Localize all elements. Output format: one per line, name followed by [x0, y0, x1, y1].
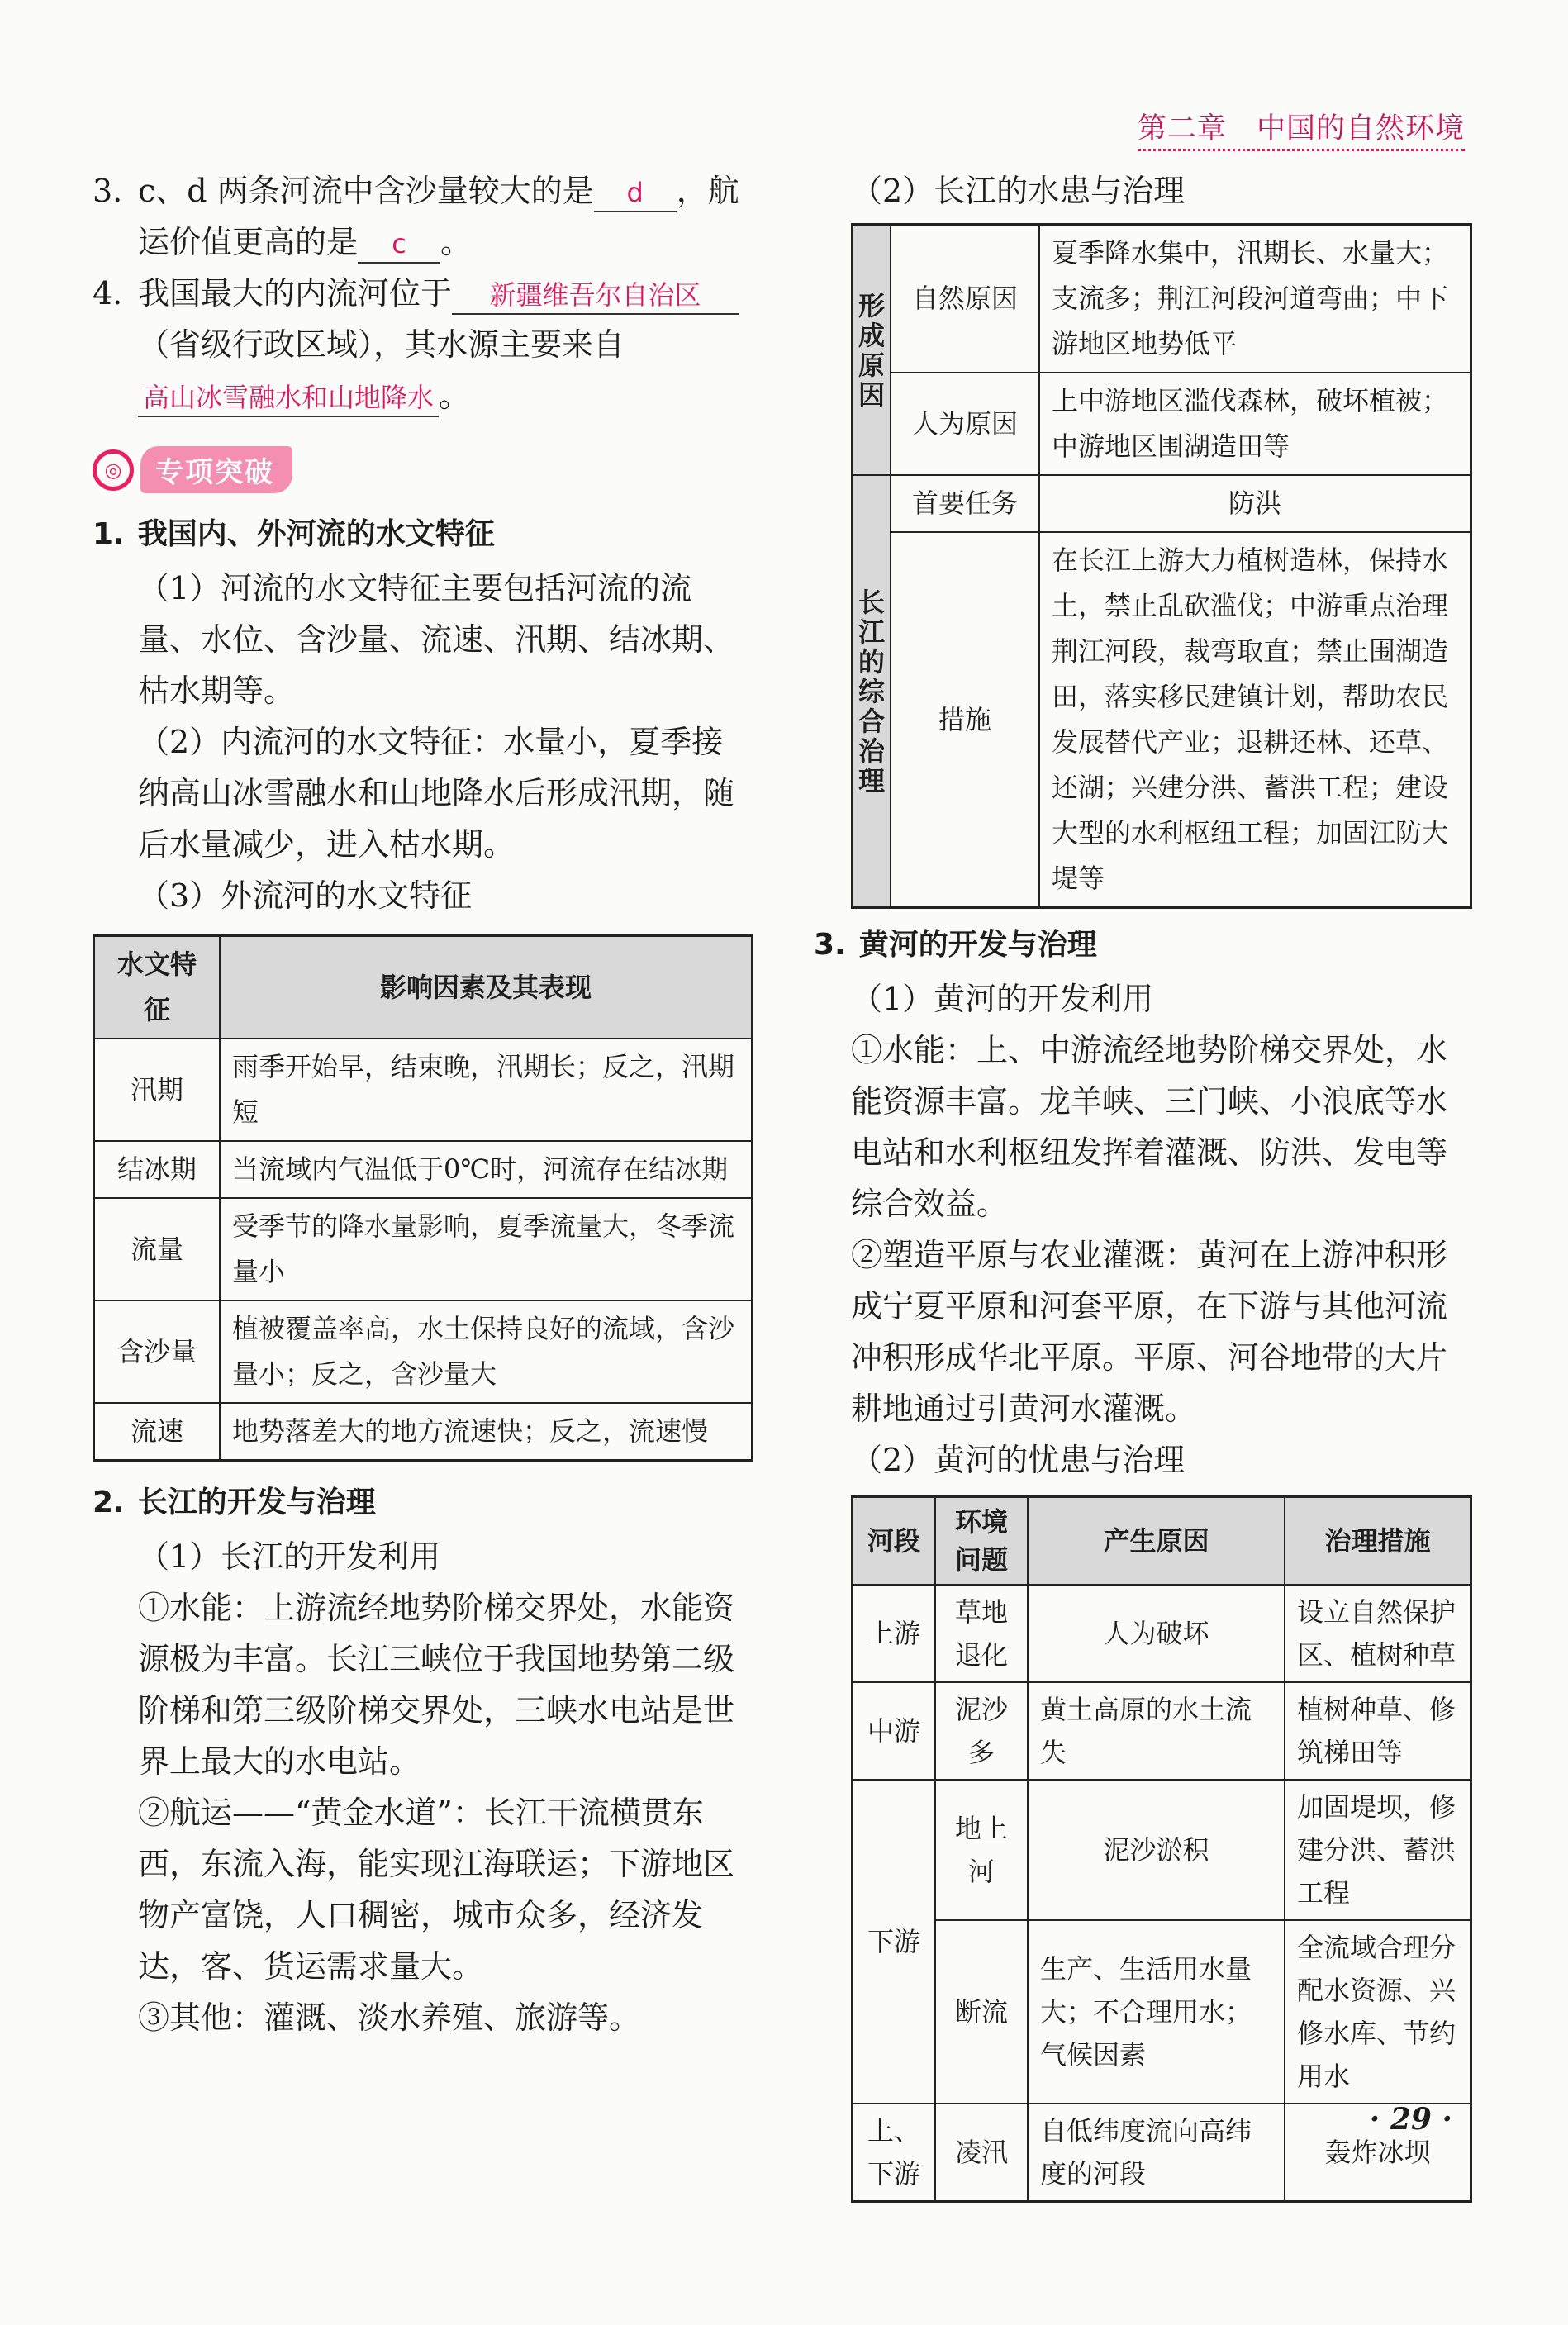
question-4: 4. 我国最大的内流河位于 新疆维吾尔自治区（省级行政区域），其水源主要来自高山冰雪融水和山地降水 。	[93, 268, 753, 421]
paragraph: （2）内流河的水文特征：水量小，夏季接纳高山冰雪融水和山地降水后形成汛期，随后水量减少，进入枯水期。	[138, 724, 735, 863]
section-1-heading: 1. 我国内、外河流的水文特征	[93, 517, 495, 551]
section-2-heading: 2. 长江的开发与治理	[93, 1486, 376, 1519]
table-row: 含沙量 植被覆盖率高，水土保持良好的流域，含沙量小；反之，含沙量大	[94, 1300, 753, 1403]
table-header: 治理措施	[1285, 1497, 1471, 1586]
badge-label: 专项突破	[140, 446, 292, 493]
left-column	[93, 165, 753, 2043]
chapter-header: 第二章 中国的自然环境	[1138, 106, 1465, 151]
yangtze-table	[851, 223, 1472, 909]
paragraph: （1）河流的水文特征主要包括河流的流量、水位、含沙量、流速、汛期、结冰期、枯水期等。	[138, 570, 735, 709]
table-header: 河段	[853, 1497, 936, 1586]
paragraph: （2）黄河的忧患与治理	[851, 1442, 1186, 1478]
table-row: 长江的综合治理 首要任务 防洪	[853, 475, 1471, 532]
paragraph: （3）外流河的水文特征	[138, 877, 473, 914]
answer-blank[interactable]: 新疆维吾尔自治区	[452, 277, 739, 315]
paragraph: （1）长江的开发利用	[138, 1538, 441, 1575]
answer-blank[interactable]: 高山冰雪融水和山地降水	[138, 379, 439, 417]
section-3-heading: 3. 黄河的开发与治理	[814, 928, 1097, 962]
right-column	[814, 165, 1472, 2203]
group-label: 形成原因	[853, 225, 891, 476]
paragraph: （1）黄河的开发利用	[851, 981, 1154, 1017]
table-row: 中游 泥沙多 黄土高原的水土流失 植树种草、修筑梯田等	[853, 1682, 1471, 1780]
paragraph: （2）长江的水患与治理	[851, 173, 1186, 209]
table-row: 上、下游 凌汛 自低纬度流向高纬度的河段 轰炸冰坝	[853, 2104, 1471, 2202]
table-row: 断流 生产、生活用水量大；不合理用水；气候因素 全流域合理分配水资源、兴修水库、节约用水	[853, 1920, 1471, 2104]
group-label: 长江的综合治理	[853, 475, 891, 908]
paragraph: ②航运——“黄金水道”：长江干流横贯东西，东流入海，能实现江海联运；下游地区物产富饶，人口稠密，城市众多，经济发达，客、货运需求量大。	[138, 1795, 735, 1985]
table-row: 措施 在长江上游大力植树造林，保持水土，禁止乱砍滥伐；中游重点治理荆江河段，裁弯取直；禁止围湖造田，落实移民建镇计划，帮助农民发展替代产业；退耕还林、还草、还湖；兴建分洪、蓄洪工程；建设大型的水利枢纽工程；加固江防大堤等	[853, 532, 1471, 908]
table-header: 水文特征	[94, 936, 221, 1039]
paragraph: ③其他：灌溉、淡水养殖、旅游等。	[138, 1999, 641, 2036]
yellow-river-table	[851, 1495, 1472, 2203]
table-row: 下游 地上河 泥沙淤积 加固堤坝，修建分洪、蓄洪工程	[853, 1780, 1471, 1920]
table-header: 环境问题	[935, 1497, 1028, 1586]
paragraph: ②塑造平原与农业灌溉：黄河在上游冲积形成宁夏平原和河套平原，在下游与其他河流冲积形成华北平原。平原、河谷地带的大片耕地通过引黄河水灌溉。	[851, 1237, 1448, 1427]
answer-blank[interactable]: d	[594, 174, 677, 212]
paragraph: ①水能：上、中游流经地势阶梯交界处，水能资源丰富。龙羊峡、三门峡、小浪底等水电站和水利枢纽发挥着灌溉、防洪、发电等综合效益。	[851, 1032, 1448, 1222]
table-row: 形成原因 自然原因 夏季降水集中，汛期长、水量大；支流多；荆江河段河道弯曲；中下游地区地势低平	[853, 225, 1471, 373]
section-badge	[93, 446, 292, 493]
question-3: 3. c、d 两条河流中含沙量较大的是 d ，航运价值更高的是 c 。	[93, 165, 753, 268]
table-header: 影响因素及其表现	[220, 936, 753, 1039]
question-number: 3.	[93, 173, 123, 209]
hydrology-table	[93, 934, 753, 1462]
table-row: 流速 地势落差大的地方流速快；反之，流速慢	[94, 1403, 753, 1461]
table-header: 产生原因	[1028, 1497, 1285, 1586]
question-number: 4.	[93, 275, 123, 311]
answer-blank[interactable]: c	[358, 226, 440, 264]
target-icon: ◎	[93, 449, 134, 491]
table-row: 上游 草地退化 人为破坏 设立自然保护区、植树种草	[853, 1585, 1471, 1682]
table-row: 结冰期 当流域内气温低于0℃时，河流存在结冰期	[94, 1141, 753, 1198]
table-row: 人为原因 上中游地区滥伐森林，破坏植被；中游地区围湖造田等	[853, 373, 1471, 475]
table-row: 汛期 雨季开始早，结束晚，汛期长；反之，汛期短	[94, 1039, 753, 1141]
paragraph: ①水能：上游流经地势阶梯交界处，水能资源极为丰富。长江三峡位于我国地势第二级阶梯和第三级阶梯交界处，三峡水电站是世界上最大的水电站。	[138, 1590, 735, 1780]
table-row: 流量 受季节的降水量影响，夏季流量大，冬季流量小	[94, 1198, 753, 1300]
page-number: · 29 ·	[1369, 2102, 1452, 2137]
